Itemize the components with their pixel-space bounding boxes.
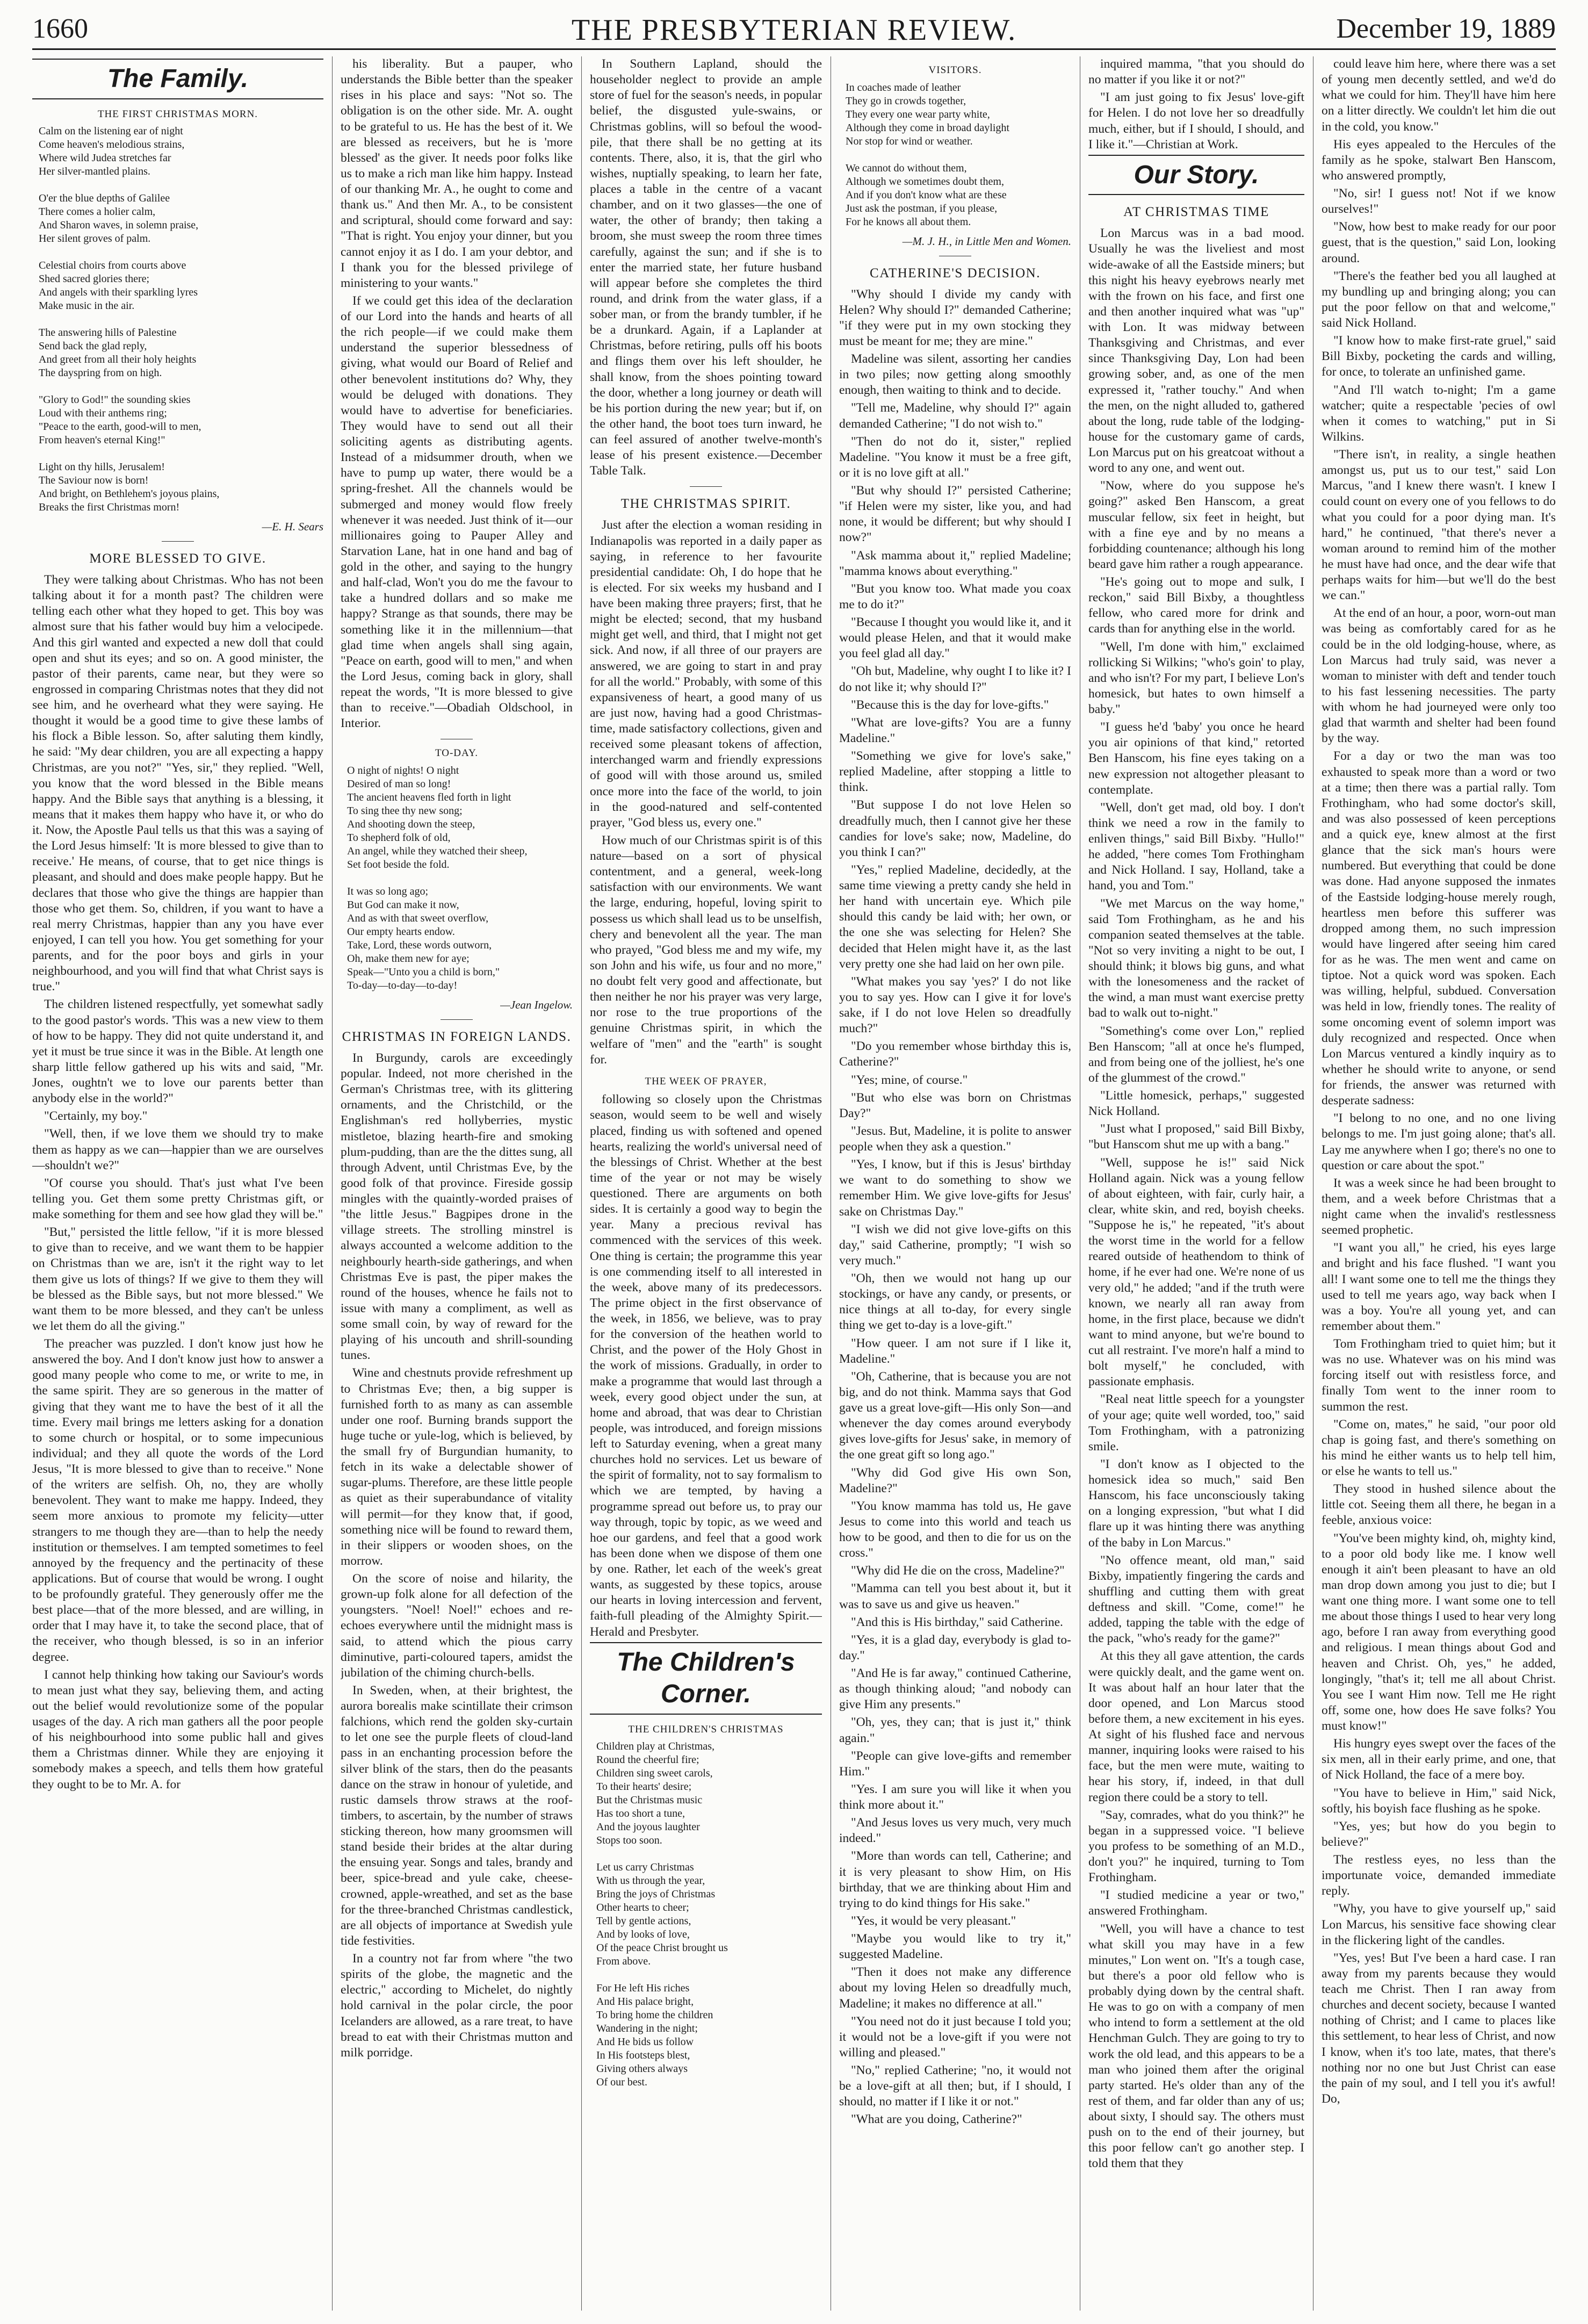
paragraph: On the score of noise and hilarity, the grown-up folk alone for all defection of the youngsters. "Noel! Noel!" echoes and re-echoes everywhere until the midnight mass is said, to attend which the pious carry diminutive, parti-coloured tapers, amidst the jubilation of the chiming church-bells. (341, 1572, 573, 1680)
paragraph: They stood in hushed silence about the little cot. Seeing them all there, he began in a feeble, anxious voice: (1322, 1482, 1556, 1528)
paragraph: "More than words can tell, Catherine; and it is very pleasant to show Him, on His birthday, that we are thinking about Him and trying to do kind things for His sake." (839, 1849, 1071, 1910)
page-header (32, 11, 1556, 50)
poem-title: THE CHILDREN'S CHRISTMAS (628, 1723, 784, 1735)
paragraph: I cannot help thinking how taking our Saviour's words to mean just what they say, believing them, and acting out the belief would revolutionize some of the popular usages of the day. A rich man gathers all the poor people of his neighbourhood into some public hall and gives them a Christmas dinner. While they are enjoying it somebody makes a speech, and tells them how grateful they ought to be to Mr. A. for (32, 1667, 323, 1791)
paragraph: "Because this is the day for love-gifts." (851, 697, 1049, 712)
paragraph: "Well, I'm done with him," exclaimed rollicking Si Wilkins; "who's goin' to play, and who isn't? For my part, I believe Lon's homesick, but hates to own himself a baby." (1088, 639, 1304, 717)
paragraph: Wine and chestnuts provide refreshment up to Christmas Eve; then, a big supper is furnished forth to as many as can assemble under one roof. Burning brands support the huge tuche or yule-log, which is believed, by the small fry of Burgundian humanity, to fetch in its wake a delectable shower of sugar-plums. Therefore, are these little people as quiet as their superabundance of vitality will permit—for they know that, if good, something nice will be found to reward them, in their slippers or wooden shoes, on the morrow. (341, 1366, 573, 1568)
poem-title: VISITORS. (928, 64, 982, 76)
paragraph: "There's the feather bed you all laughed at my bundling up and bringing along; you can put the poor fellow on that and welcome," said Nick Holland. (1322, 269, 1556, 330)
paragraph: "Oh, Catherine, that is because you are not big, and do not think. Mamma says that God gave us a great love-gift—His only Son—and whenever the day comes around everybody gives love-gifts for Jesus' sake, in memory of the one great gift so long ago." (839, 1369, 1071, 1462)
paragraph: "I wish we did not give love-gifts on this day," said Catherine, promptly; "I wish so very much." (839, 1222, 1071, 1268)
poem-attribution: —M. J. H., in Little Men and Women. (902, 234, 1071, 248)
paragraph: "Now, where do you suppose he's going?" asked Ben Hanscom, a great muscular fellow, six feet in height, but with a fine eye and by no means a forbidding countenance; although his long beard gave him rather a rough appearance. (1088, 479, 1304, 571)
paragraph: "Maybe you would like to try it," suggested Madeline. (839, 1932, 1071, 1962)
paragraph: "Why, you have to give yourself up," said Lon Marcus, his sensitive face showing clear in the flickering light of the candles. (1322, 1902, 1556, 1947)
column-1 (32, 56, 323, 2311)
paragraph: The preacher was puzzled. I don't know just how he answered the boy. And I don't know just how to answer a good many people who come to me, or write to me, in the same spirit. They are so generous in the matter of giving that they want me to have the best of it all the time. Every mail brings me letters asking for a donation to some church or hospital, or to some impecunious individual; and they all quote the words of the Lord Jesus, "It is more blessed to give than to receive." None of the writers are selfish. Oh, no, they are wholly benevolent. They want to make me happy. Indeed, they seem more anxious to promote my felicity—utter strangers to me though they are—than to help the needy institution or themselves. I am tempted sometimes to feel annoyed by the frequency and the pertinacity of these applications. But of course that would be wrong. I ought to be profoundly grateful. They generously offer me the best place—that of the more blessed, and are willing, in order that I may have it, to take the second place, that of the receiver, who though blessed, is so in an inferior degree. (32, 1337, 323, 1664)
paragraph: "Now, how best to make ready for our poor guest, that is the question," said Lon, looking around. (1322, 220, 1556, 265)
paragraph: "And Jesus loves us very much, very much indeed." (839, 1816, 1071, 1846)
paragraph: "Well, don't get mad, old boy. I don't think we need a row in the family to enliven things," said Bill Bixby. "Hullo!" he added, "here comes Tom Frothingham and Nick Holland. I say, Holland, take a hand, you and Tom." (1088, 800, 1304, 893)
paragraph: "Oh, then we would not hang up our stockings, or have any candy, or presents, or nice things at all to-day, for every single thing we get to-day is a love-gift." (839, 1271, 1071, 1333)
paragraph: "I belong to no one, and no one living belongs to me. I'm just going alone; that's all. Lay me anywhere when I go; there's no one to question or care about the spot." (1322, 1111, 1556, 1172)
paragraph: "Ask mamma about it," replied Madeline; "mamma knows about everything." (839, 548, 1071, 578)
paragraph: "You need not do it just because I told you; it would not be a love-gift if you were not willing and pleased." (839, 2014, 1071, 2060)
paragraph: "Come on, mates," he said, "our poor old chap is going fast, and there's something on his mind he either wants us to help tell him, or else he wants to tell us." (1322, 1417, 1556, 1478)
paragraph: "And I'll watch to-night; I'm a game watcher; quite a respectable 'pecies of owl when it comes to watching," put in Si Wilkins. (1322, 383, 1556, 444)
paragraph: If we could get this idea of the declaration of our Lord into the hands and hearts of all the rich people—if we could make them understand the superior blessedness of giving, what would our Board of Relief and other benevolent institutions do? Why, they would be deluged with donations. They would have to advertise for beneficiaries. They would have to send out all their soliciting agents as distributing agents. Instead of a midsummer drouth, when we have to pump up water, there would be a spring-freshet. All the channels would be submerged and money would flow freely whenever it was needed. Just think of it—our millionaires going to Pauper Alley and Starvation Lane, hat in one hand and bag of gold in the other, and saying to the hungry and half-clad, Won't you do me the favour to take a hundred dollars and so make me happy? Strange as that sounds, there may be something like it in the millennium—that glad time when angels shall sing again, "Peace on earth, good will to men," and when the Lord Jesus, coming back in glory, shall repeat the words, "It is more blessed to give than to receive."—Obadiah Oldschool, in Interior. (341, 293, 573, 731)
paragraph: "Do you remember whose birthday this is, Catherine?" (839, 1039, 1071, 1069)
divider (162, 541, 194, 542)
paragraph: "You know mamma has told us, He gave Jesus to come into this world and teach us how to be good, and then to die for us on the cross." (839, 1499, 1071, 1560)
story-paragraphs (839, 287, 1071, 2128)
poem-attribution: —Jean Ingelow. (500, 998, 573, 1011)
divider (441, 1019, 473, 1020)
paragraph: The children listened respectfully, yet somewhat sadly to the good pastor's words. 'This was a new view to them of how to be happy. They did not quite understand it, and yet it must be true since it was in the Bible. At length one sharp little fellow gathered up his wits and said, "Mr. Jones, oughtn't we to love our parents better than anybody else in the world?" (32, 997, 323, 1106)
paragraph: For a day or two the man was too exhausted to speak more than a word or two at a time; then there was a partial rally. Tom Frothingham, who had some doctor's skill, and was also possessed of keen perceptions and a quick eye, knew almost at the first glance that the sick man's hours were numbered. But everything that could be done was done. Had anyone supposed the inmates of the Eastside lodging-house merely rough, heartless men before this sufferer was dropped among them, no such impression would have lingered after seeing him cared for as he was. The men went and came on tiptoe. Not a quick word was spoken. Each was willing, helpful, subdued. Conversation was held in low, friendly tones. The reality of some oncoming event of solemn import was duly recognized and respected. Once when Lon Marcus ventured a kindly inquiry as to whether he should write to anyone, or send for friends, the answer was returned with desperate sadness: (1322, 749, 1556, 1108)
paragraph: In Southern Lapland, should the householder neglect to provide an ample store of fuel for the season's needs, in popular belief, the disgusted yule-swains, or Christmas goblins, will so befoul the wood-pile, that there shall be no getting at its contents. There, also, it is, that the girl who wishes, nuptially speaking, to learn her fate, places a table in the centre of a vacant chamber, and on it two glasses—the one of water, the other of brandy; then taking a broom, she must sweep the room three times carefully, against the sun; and if she is to enter the married state, her future husband will appear before she completes the third round, and drink from the water glass, if a sober man, or from the brandy tumbler, if he be a drunkard. Again, if a Laplander at Christmas, before retiring, pulls off his boots and flings them over his left shoulder, he shall know, from the shoes pointing toward the door, whether a long journey or death will be his portion during the new year; but if, on the other hand, the boot toes turn inward, he can feel assured of another twelve-month's lease of his present existence.—December Table Talk. (590, 57, 822, 478)
paragraph: At this they all gave attention, the cards were quickly dealt, and the game went on. It was about half an hour later that the door opened, and Lon Marcus stood before them, a new excitement in his eyes. At sight of his flushed face and nervous manner, inquiring looks were raised to his face, but the men were mute, waiting to hear his story, if, indeed, in that dull region there could be a story to tell. (1088, 1649, 1304, 1804)
column-6 (1322, 56, 1556, 2311)
poem-body: O night of nights! O night Desired of man so long! The ancient heavens fled forth in light To sing thee thy new song; And shooting down the steep, To shepherd folk of old, An angel, while they watched their sheep, Set foot beside the fold. It was so long ago; But God can make it now, And as with that sweet overflow, Our empty hearts endow. Take, Lord, these words outworn, Oh, make them new for aye; Speak—"Unto you a child is born," To-day—to-day—to-day! (347, 764, 528, 991)
paragraph: "I know how to make first-rate gruel," said Bill Bixby, pocketing the cards and willing, for once, to tolerate an unfinished game. (1322, 334, 1556, 379)
paragraph: "Well, suppose he is!" said Nick Holland again. Nick was a young fellow of about eighteen, with fair, curly hair, a clear, white skin, and red, boyish cheeks. "Suppose he is," he repeated, "it's about the worst time in the world for a fellow reared outside of heathendom to think of home, if he ever had one. We're none of us very old," he added; "and if the truth were known, we nearly all ran away from home, in the first place, because we didn't want to mind anyone, but we're bound to cut all restraint. I've more'n half a mind to bolt myself," he concluded, with passionate emphasis. (1088, 1155, 1304, 1389)
paragraph: "How queer. I am not sure if I like it, Madeline." (839, 1336, 1071, 1366)
story-paragraphs (1088, 226, 1304, 2171)
paragraph: "What are you doing, Catherine?" (851, 2112, 1022, 2127)
paragraph: his liberality. But a pauper, who understands the Bible better than the speaker rises in his place and says: "Not so. The obligation is on the other side. Mr. A. ought to be grateful to us. He has the best of it. We are blessed as receivers, but he is 'more blessed' as the giver. It needs poor folks like us to make a rich man like him happy. Instead of our thanking Mr. A., he ought to come and thank us." And then Mr. A., to be consistent and scriptural, should come forward and say: "That is right. You enjoy your dinner, but you cannot enjoy it as I do. I am your debtor, and I thank you for the blessed privilege of ministering to your wants." (341, 57, 573, 290)
paragraph: "Then do not do it, sister," replied Madeline. "You know it must be a free gift, or it is no love gift at all." (839, 434, 1071, 480)
subhead: THE WEEK OF PRAYER, (645, 1075, 767, 1087)
paragraph: "There isn't, in reality, a single heathen amongst us, put us to our test," said Lon Marcus, "and I knew there wasn't. I knew I could count on every one of you fellows to do what you could for a poor dying man. It's hard," he continued, "that there's never a woman around to remind him of the mother he must have had once, and the dear wife that perhaps waits for him—but we'll do the best we can." (1322, 448, 1556, 603)
paragraph: "Mamma can tell you best about it, but it was to save us and give us heaven." (839, 1581, 1071, 1611)
paragraph: His hungry eyes swept over the faces of the six men, all in their early prime, and one, that of Nick Holland, the face of a mere boy. (1322, 1737, 1556, 1782)
paragraph: "I don't know as I objected to the homesick idea so much," said Ben Hanscom, his face unconsciously taking on a longing expression, "but what I did flare up it was hinting there was anything of the baby in Lon Marcus." (1088, 1457, 1304, 1550)
paragraph: At the end of an hour, a poor, worn-out man was being as comfortably cared for as he could be in the old lodging-house, where, as Lon Marcus had truly said, was never a woman to minister with deft and tender touch to his fast lessening necessities. The party with whom he had journeyed were only too glad that warmth and shelter had been found by the way. (1322, 606, 1556, 746)
column-rule (581, 56, 582, 2311)
paragraph: "Why should I divide my candy with Helen? Why should I?" demanded Catherine; "if they were put in my own stocking they must be meant for me; they are mine." (839, 287, 1071, 348)
section-banner-our-story: Our Story. (1088, 155, 1304, 196)
paragraph: Madeline was silent, assorting her candies in two piles; now getting along smoothly enough, then waiting to think and to decide. (839, 352, 1071, 398)
paragraph: "But suppose I do not love Helen so dreadfully much, then I cannot give her these candies for love's sake; now, Madeline, do you think I can?" (839, 798, 1071, 859)
paragraph: "Then it does not make any difference about my loving Helen so dreadfully much, Madeline; it makes no difference at all." (839, 1965, 1071, 2011)
paragraph: Lon Marcus was in a bad mood. Usually he was the liveliest and most wide-awake of all the Eastside miners; but this night his heavy eyebrows nearly met with the frown on his face, and first one and then another inquired what was "up" with Lon. It was midway between Thanksgiving and Christmas, and ever since Thanksgiving Day, Lon had been growing sober, and, as one of the men expressed it, "rather touchy." And when the men, on the night alluded to, gathered about the long, rude table of the lodging-house for the customary game of cards, Lon Marcus put on his greatcoat without a word to any one, and went out. (1088, 226, 1304, 476)
paragraph: In Sweden, when, at their brightest, the aurora borealis make scintillate their crimson falchions, which rend the golden sky-curtain to let one see the purple fleets of cloud-land pass in an enchanting procession before the silver blink of the stars, then do the peasants dance on the straw in honour of yuletide, and rustic damsels throw straws at the roof-timbers, to ascertain, by the number of straws sticking thereon, how many groomsmen will stand beside their brides at the altar during the ensuing year. Songs and tales, brandy and beer, spice-bread and yule cake, cheese-crowned, apple-wreathed, and set as the base for the three-branched Christmas candlestick, are all objects of importance at Swedish yule tide festivities. (341, 1683, 573, 1948)
paragraph: "Of course you should. That's just what I've been telling you. Get them some pretty Christmas gift, or make something for them and see how glad they will be." (32, 1176, 323, 1222)
paragraph: "Yes, I know, but if this is Jesus' birthday we want to do something to show we remember Him. We give love-gifts for Jesus' sake on Christmas Day." (839, 1157, 1071, 1219)
paragraph: "Yes, it would be very pleasant." (851, 1913, 1016, 1928)
column-2 (341, 56, 573, 2311)
paragraph: Just after the election a woman residing in Indianapolis was reported in a daily paper as saying, in reference to her favourite presidential candidate: Oh, I do hope that he is elected. For six weeks my husband and I have been making three prayers; first, that he might be elected; second, that my husband might get well, and third, that I might not get sick. And now, if all three of our prayers are answered, we are going to start in and pray for all the world." Probably, with some of this expansiveness of heart, a good many of us are just now, having had a good Christmas-time, made satisfactory collections, given and received some pleasant tokens of affection, interchanged warm and friendly expressions of good will with those around us, smiled once more into the face of the world, to join in the good-natured and self-contented prayer, "God bless us, every one." (590, 518, 822, 830)
paragraph: "But who else was born on Christmas Day?" (839, 1090, 1071, 1120)
paragraph: "I guess he'd 'baby' you once he heard you air opinions of that kind," retorted Ben Hanscom, his fine eyes taking on a new expression not altogether pleasant to contemplate. (1088, 720, 1304, 797)
paragraph: How much of our Christmas spirit is of this nature—based on a sort of physical contentment, and a general, week-long satisfaction with our environments. We want the large, enduring, hopeful, loving spirit to possess us which shall lead us to be unselfish, chery and benevolent all the year. The man who prayed, "God bless me and my wife, my son John and his wife, us four and no more," no doubt felt very good and affectionate, but then neither he nor his prayer was very large, nor rose to the true proportions of the genuine Christmas spirit, in which the welfare of "men" and the "earth" is sought for. (590, 833, 822, 1067)
paragraph: "What makes you say 'yes?' I do not like you to say yes. How can I give it for love's sake, if I do not love Helen so dreadfully much?" (839, 974, 1071, 1036)
article-title: MORE BLESSED TO GIVE. (89, 551, 266, 566)
paragraph: "Oh, yes, they can; that is just it," think again." (839, 1715, 1071, 1745)
page-number: 1660 (32, 13, 88, 44)
paragraph: In Burgundy, carols are exceedingly popular. Indeed, not more cherished in the German's Christmas tree, with its glittering ornaments, and the Christchild, or the Englishman's red hollyberries, mystic mistletoe, blazing hearth-fire and smoking plum-pudding, than are the the dittes sung, all through Advent, until Christmas Eve, by the good folk of that province. Fireside gossip mingles with the quaintly-worded praises of "the little Jesus." Bagpipes drone in the village streets. The strolling minstrel is always accounted a welcome addition to the neighbourly hearth-side gatherings, and when Christmas Eve is past, the piper makes the round of the houses, whence he fails not to issue with many a compliment, as well as some small coin, by way of reward for the playing of his uncouth and shrill-sounding tunes. (341, 1051, 573, 1363)
column-rule (332, 56, 333, 2311)
paragraph: "Jesus. But, Madeline, it is polite to answer people when they ask a question." (839, 1124, 1071, 1154)
paragraph: "Yes. I am sure you will like it when you think more about it." (839, 1782, 1071, 1812)
article-title: CHRISTMAS IN FOREIGN LANDS. (342, 1029, 572, 1044)
paragraph: inquired mamma, "that you should do no matter if you like it or not?" (1088, 57, 1304, 87)
paragraph: "Something's come over Lon," replied Ben Hanscom; "all at once he's flumped, and from being one of the jolliest, he's one of the glummest of the crowd." (1088, 1024, 1304, 1085)
poem-title: TO-DAY. (435, 747, 479, 759)
article-title: AT CHRISTMAS TIME (1123, 205, 1269, 220)
paragraph: Tom Frothingham tried to quiet him; but it was no use. Whatever was on his mind was forcing itself out with resistless force, and finally Tom went to the inner room to summon the rest. (1322, 1337, 1556, 1414)
poem-attribution: —E. H. Sears (262, 520, 323, 534)
paragraph: "Because I thought you would like it, and it would please Helen, and that it would make you feel glad all day." (839, 615, 1071, 661)
column-4 (839, 56, 1071, 2311)
paragraph: "Little homesick, perhaps," suggested Nick Holland. (1088, 1089, 1304, 1119)
paragraph: "No, sir! I guess not! Not if we know ourselves!" (1322, 186, 1556, 217)
paragraph: "He's going out to mope and sulk, I reckon," said Bill Bixby, a thoughtless fellow, who cared more for drink and cards than for anything else in the world. (1088, 575, 1304, 636)
masthead-title: THE PRESBYTERIAN REVIEW. (571, 13, 1017, 47)
paragraph: "People can give love-gifts and remember Him." (839, 1749, 1071, 1779)
column-5 (1088, 56, 1304, 2311)
paragraph: "Yes; mine, of course." (851, 1073, 968, 1087)
paragraph: "No," replied Catherine; "no, it would not be a love-gift at all then; but, if I should, I should, no matter if I like it or not." (839, 2063, 1071, 2109)
paragraph: "I am just going to fix Jesus' love-gift for Helen. I do not love her so dreadfully much, either, but if I should, I should, and I like it."—Christian at Work. (1088, 90, 1304, 152)
paragraph: could leave him here, where there was a set of young men decently settled, and we'd do what we could for him. They'll have him here on a litter directly. We couldn't let him die out in the cold, you know." (1322, 57, 1556, 134)
paragraph: "What are love-gifts? You are a funny Madeline." (839, 715, 1071, 745)
poem-body: Calm on the listening ear of night Come heaven's melodious strains, Where wild Judea stretches far Her silver-mantled plains. O'er the blue depths of Galilee There comes a holier calm, And Sharon waves, in solemn praise, Her silent groves of palm. Celestial choirs from courts above Shed sacred glories there; And angels with their sparkling lyres Make music in the air. The answering hills of Palestine Send back the glad reply, And greet from all their holy heights The dayspring from on high. "Glory to God!" the sounding skies Loud with their anthems ring; "Peace to the earth, good-will to men, From heaven's eternal King!" Light on thy hills, Jerusalem! The Saviour now is born! And bright, on Bethlehem's joyous plains, Breaks the first Christmas morn! (39, 125, 220, 514)
story-paragraphs (1322, 56, 1556, 2107)
paragraph: "I studied medicine a year or two," answered Frothingham. (1088, 1888, 1304, 1918)
article-title: CATHERINE'S DECISION. (870, 265, 1041, 280)
paragraph: In a country not far from where "the two spirits of the globe, the magnetic and the electric," according to Michelet, do nightly hold carnival in the polar circle, the poor Icelanders are allowed, as a rare treat, to have bread to eat with their Christmas mutton and milk porridge. (341, 1952, 573, 2060)
paragraph: "I want you all," he cried, his eyes large and bright and his face flushed. "I want you all! I want some one to tell me the things they used to tell me years ago, way back when I was a boy. You're all young yet, and can remember about them." (1322, 1241, 1556, 1333)
divider (690, 486, 722, 487)
paragraph: "Something we give for love's sake," replied Madeline, after stopping a little to think. (839, 749, 1071, 795)
paragraph: "Say, comrades, what do you think?" he began in a suppressed voice. "I believe you profess to be something of an M.D., don't you?" he inquired, turning to Tom Frothingham. (1088, 1808, 1304, 1885)
paragraph: The restless eyes, no less than the importunate voice, demanded immediate reply. (1322, 1853, 1556, 1898)
issue-date: December 19, 1889 (1336, 13, 1556, 44)
paragraph: "No offence meant, old man," said Bixby, impatiently fingering the cards and shuffling and cutting them with great deftness and skill. "Come, come!" he added, tapping the table with the edge of the pack, "who's ready for the game?" (1088, 1553, 1304, 1646)
paragraph: following so closely upon the Christmas season, would seem to be well and wisely placed, finding us with softened and opened hearts, realizing the world's universal need of the blessings of Christ. Whether at the best time of the year or not may be wisely questioned. There are arguments on both sides. It is certainly a good way to begin the year. Many a precious revival has commenced with the services of this week. One thing is certain; the programme this year is one commending itself to all interested in the week, above many of its predecessors. The prime object in the first observance of the week, in 1856, we believe, was to pray for the conversion of the heathen world to Christ, and the power of the Holy Ghost in the work of missions. Gradually, in order to make a programme that would last through a week, every good object under the sun, at home and abroad, that was dear to Christian people, was introduced, and foreign missions left to Saturday evening, when a great many churches hold no services. Let us beware of the spirit of formality, not to say formalism to which we are tempted, by having a programme spread out before us, to pray our way through, topic by topic, as we weed and hoe our gardens, and feel that a good work has been done when we dispose of them one by one. Rather, let each of the week's great wants, as suggested by these topics, arouse our hearts in loving intercession and fervent, faith-full pleading of the Almighty Spirit.—Herald and Presbyter. (590, 1092, 822, 1639)
paragraph: "And He is far away," continued Catherine, as though thinking aloud; "and nobody can give Him any presents." (839, 1666, 1071, 1712)
paragraph: "Well, you will have a chance to test what skill you may have in a few minutes," Lon went on. "It's a tough case, but there's a poor old fellow who is probably dying down by the central shaft. He was to go on with a company of men who intend to form a settlement at the old Henchman Gulch. They are going to try to work the old lead, and this appears to be a man who joined them after the original party started. He's older than any of the rest of them, and far older than any of us; about sixty, I should say. The others must push on to the end of their journey, but this poor fellow can't go another step. I told them that they (1088, 1922, 1304, 2171)
poem-body: Children play at Christmas, Round the cheerful fire; Children sing sweet carols, To their hearts' desire; But the Christmas music Has too short a tune, And the joyous laughter Stops too soon. Let us carry Christmas With us through the year, Bring the joys of Christmas Other hearts to cheer; Tell by gentle actions, And by looks of love, Of the peace Christ brought us From above. For He left His riches And His palace bright, To bring home the children Wandering in the night; And He bids us follow In His footsteps blest, Giving others always Of our best. (596, 1740, 728, 2089)
paragraph: "Real neat little speech for a youngster of your age; quite well worded, too," said Tom Frothingham, with a patronizing smile. (1088, 1392, 1304, 1454)
paragraph: "You have to believe in Him," said Nick, softly, his boyish face flushing as he spoke. (1322, 1786, 1556, 1816)
paragraph: "Oh but, Madeline, why ought I to like it? I do not like it; why should I?" (839, 664, 1071, 694)
paragraph: His eyes appealed to the Hercules of the family as he spoke, stalwart Ben Hanscom, who answered promptly, (1322, 137, 1556, 183)
section-banner-family: The Family. (32, 59, 323, 99)
paragraph: "We met Marcus on the way home," said Tom Frothingham, as he and his companion seated themselves at the table. "Not so very inviting a night to be out, I should think; it blows big guns, and what with the lonesomeness and the racket of the wind, a man must want exercise pretty bad to walk out to-night." (1088, 896, 1304, 1020)
paragraph: "Yes, yes! But I've been a hard case. I ran away from my parents because they would teach me Christ. Then I ran away from churches and decent society, because I wanted nothing of Christ; and I came to places like this settlement, to hear less of Christ, and now I know, when it's too late, mates, that there's nothing nor no one but Just Christ can ease the pain of my soul, and I tell you it's awful! Do, (1322, 1951, 1556, 2106)
paragraph: "Yes, it is a glad day, everybody is glad to-day." (839, 1632, 1071, 1663)
paragraph: "Just what I proposed," said Bill Bixby, "but Hanscom shut me up with a bang." (1088, 1122, 1304, 1152)
paragraph: "But," persisted the little fellow, "if it is more blessed to give than to receive, and we want them to be happier on Christmas than we are, isn't it the right way to let them give us lots of things? If we give to them they will be blessed as the Bible says, but not more blessed." We want them to be more blessed, and they can't be unless we let them do all the giving." (32, 1225, 323, 1333)
paragraph: "And this is His birthday," said Catherine. (851, 1615, 1063, 1629)
paragraph: "You've been mighty kind, oh, mighty kind, to a poor old body like me. I know well enough it ain't been pleasant to have an old man drop down among you just to die; but I want one thing more. I want some one to tell me about those things I used to hear very long ago, before I ran away from everything good and religious. I mean things about God and heaven and Christ. Oh, yes," he added, longingly, "that's it; tell me all about Christ. You see I want Him now. Tell me He right off, some one, how does He save folks? You must know!" (1322, 1531, 1556, 1733)
article-title: THE CHRISTMAS SPIRIT. (620, 497, 791, 512)
paragraph: It was a week since he had been brought to them, and a week before Christmas that a night came when the invalid's restlessness seemed prophetic. (1322, 1176, 1556, 1237)
poem-title: THE FIRST CHRISTMAS MORN. (97, 108, 258, 120)
poem-body: In coaches made of leather They go in crowds together, They every one wear party white, Although they come in broad daylight Nor stop for wind or weather. We cannot do without them, Although we sometimes doubt them, And if you don't know what are these Just ask the postman, if you please, For he knows all about them. (846, 81, 1009, 228)
paragraph: "Well, then, if we love them we should try to make them as happy as we can—happier than we are ourselves—shouldn't we?" (32, 1127, 323, 1172)
section-banner-childrens-corner: The Children's Corner. (590, 1642, 822, 1715)
paragraph: "Yes," replied Madeline, decidedly, at the same time viewing a pretty candy she held in her hand with uncertain eye. Which pile should this candy be laid with; her own, or the one she was selecting for Helen? She decided that Helen might have it, as the last very pretty one she had laid on her own pile. (839, 862, 1071, 971)
paragraph: "Why did He die on the cross, Madeline?" (851, 1564, 1065, 1578)
paragraph: "But you know too. What made you coax me to do it?" (839, 581, 1071, 611)
paragraph: "But why should I?" persisted Catherine; "if Helen were my sister, like you, and had none, it would be different; but why should I now?" (839, 484, 1071, 545)
paragraph: "Why did God give His own Son, Madeline?" (839, 1465, 1071, 1495)
paragraph: "Yes, yes; but how do you begin to believe?" (1322, 1819, 1556, 1849)
paragraph: "Certainly, my boy." (44, 1109, 148, 1124)
paragraph: "Tell me, Madeline, why should I?" again demanded Catherine; "I do not wish to." (839, 401, 1071, 431)
column-3 (590, 56, 822, 2311)
paragraph: They were talking about Christmas. Who has not been talking about it for a month past? The children were telling each other what they hoped to get. This boy was almost sure that his father would buy him a velocipede. And this girl wanted and expected a new doll that could open and shut its eyes; and so on. A good minister, the pastor of their parents, came near, but they were so engrossed in comparing Christmas notes that they did not see him, and he overheard what they were saying. He thought it would be a good time to give these lambs of his flock a Bible lesson. So, after saluting them kindly, he said: "My dear children, you are all expecting a happy Christmas, are you not?" "Yes, sir," they replied. "Well, you know that the word blessed in the Bible means happy. And the Bible says that anything is a blessing, it means that it makes them happy who have it, or who do it. Now, the Apostle Paul tells us that this was a saying of the Lord Jesus himself: 'It is more blessed to give than to receive.' He means, of course, that to get nice things is pleasant, and should and does make people happy. But he declares that those who give the things are happier than those who get them. So, children, if you want to have a real merry Christmas, happier than any you have ever enjoyed, I can tell you how. You get something for your parents, and for the poor boys and girls in your neighbourhood, and you will find that what Christ says is true." (32, 573, 323, 994)
